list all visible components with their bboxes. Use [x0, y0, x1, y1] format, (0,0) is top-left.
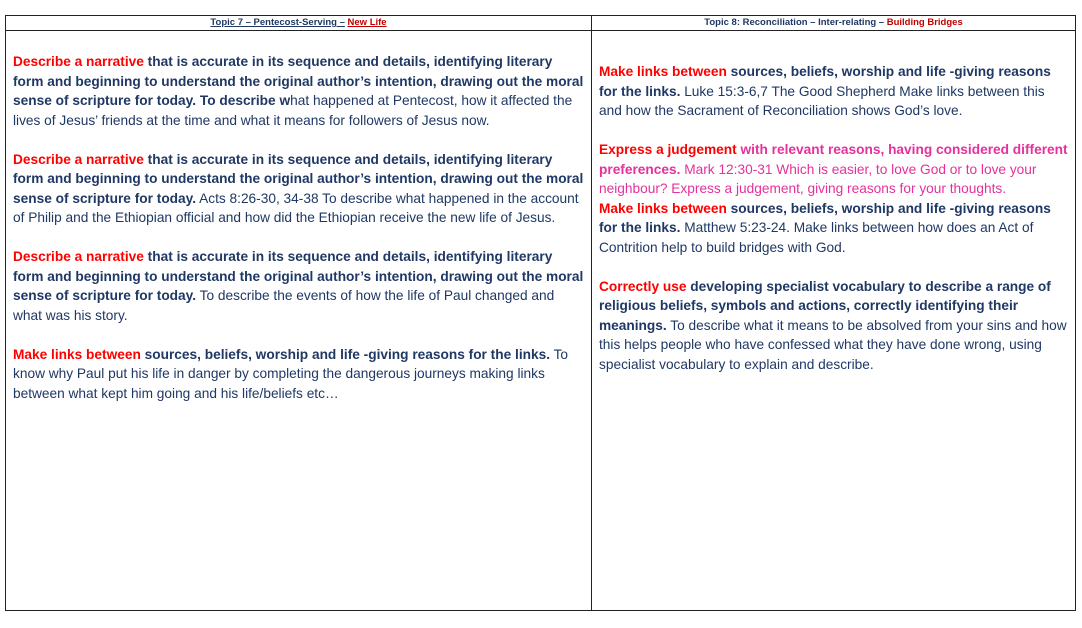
criteria-text: sources, beliefs, worship and life -giving reasons for the links.	[599, 200, 1051, 235]
criteria-text: with relevant reasons, having considered different preferences.	[599, 142, 1068, 177]
activity-text: To know why Paul put his life in danger by completing the dangerous journeys making links between what kept him going and his life/beliefs etc…	[13, 346, 569, 401]
topic-7-header	[6, 16, 591, 31]
criteria-text: developing specialist vocabulary to describe a range of religious beliefs, symbols and actions, correctly identifying their meanings.	[599, 278, 1051, 333]
activity-text: hat happened at Pentecost, how it affected the lives of Jesus’ friends at the time and what it means for followers of Jesus now.	[13, 93, 573, 128]
keyword: Correctly use	[599, 278, 687, 294]
activity-text: Mark 12:30-31 Which is easier, to love God or to love your neighbour? Express a judgement, giving reasons for your thoughts.	[599, 161, 1037, 196]
topic-8-body	[592, 31, 1075, 374]
keyword: Describe a narrative	[13, 54, 144, 69]
topic-8-paragraph-1	[599, 62, 1069, 121]
topic-8-column	[592, 16, 1075, 610]
criteria-text: that is accurate in its sequence and details, identifying literary form and beginning to understand the original author’s intention, drawing out the moral sense of scripture for today.	[13, 151, 584, 206]
topic-8-header-title: Topic 8: Reconciliation – Inter-relating –	[704, 17, 885, 28]
activity-text: Matthew 5:23-24. Make links between how does an Act of Contrition help to build bridges with God.	[599, 220, 1034, 255]
topics-table	[5, 15, 1076, 611]
keyword: Make links between	[599, 200, 727, 216]
criteria-text: sources, beliefs, worship and life -giving reasons for the links.	[599, 64, 1051, 99]
keyword: Make links between	[13, 346, 141, 362]
criteria-text: that is accurate in its sequence and details, identifying literary form and beginning to understand the original author’s intention, drawing out the moral sense of scripture for today. To describe w	[13, 54, 584, 108]
topic-7-paragraph-4	[13, 345, 585, 404]
keyword: Describe a narrative	[13, 249, 144, 264]
keyword: Make links between	[599, 64, 727, 79]
keyword: Describe a narrative	[13, 151, 144, 167]
topic-8-paragraph-4	[599, 277, 1069, 375]
keyword: Express a judgement	[599, 142, 737, 157]
criteria-text: that is accurate in its sequence and details, identifying literary form and beginning to understand the original author’s intention, drawing out the moral sense of scripture for today.	[13, 249, 584, 303]
topic-7-paragraph-1	[13, 52, 585, 130]
activity-text: To describe what it means to be absolved from your sins and how this helps people who have confessed what they have done wrong, using specialist vocabulary to explain and describe.	[599, 317, 1067, 372]
topic-8-paragraph-3	[599, 199, 1069, 258]
activity-text: Luke 15:3-6,7 The Good Shepherd Make links between this and how the Sacrament of Reconciliation shows God’s love.	[599, 83, 1045, 118]
topic-8-header-highlight: Building Bridges	[886, 17, 963, 28]
activity-text: Acts 8:26-30, 34-38 To describe what happened in the account of Philip and the Ethiopian official and how did the Ethiopian receive the new life of Jesus.	[13, 190, 579, 225]
activity-text: To describe the events of how the life of Paul changed and what was his story.	[13, 288, 555, 323]
topic-8-header	[592, 16, 1075, 31]
topic-7-paragraph-3	[13, 247, 585, 325]
topic-7-column	[6, 16, 592, 610]
criteria-text: sources, beliefs, worship and life -giving reasons for the links.	[140, 346, 551, 362]
topic-7-header-title: Topic 7 – Pentecost-Serving –	[210, 17, 345, 28]
topic-7-body	[6, 31, 591, 403]
topic-7-paragraph-2	[13, 150, 585, 228]
topic-8-paragraph-2	[599, 140, 1069, 199]
topic-7-header-highlight: New Life	[347, 17, 387, 28]
